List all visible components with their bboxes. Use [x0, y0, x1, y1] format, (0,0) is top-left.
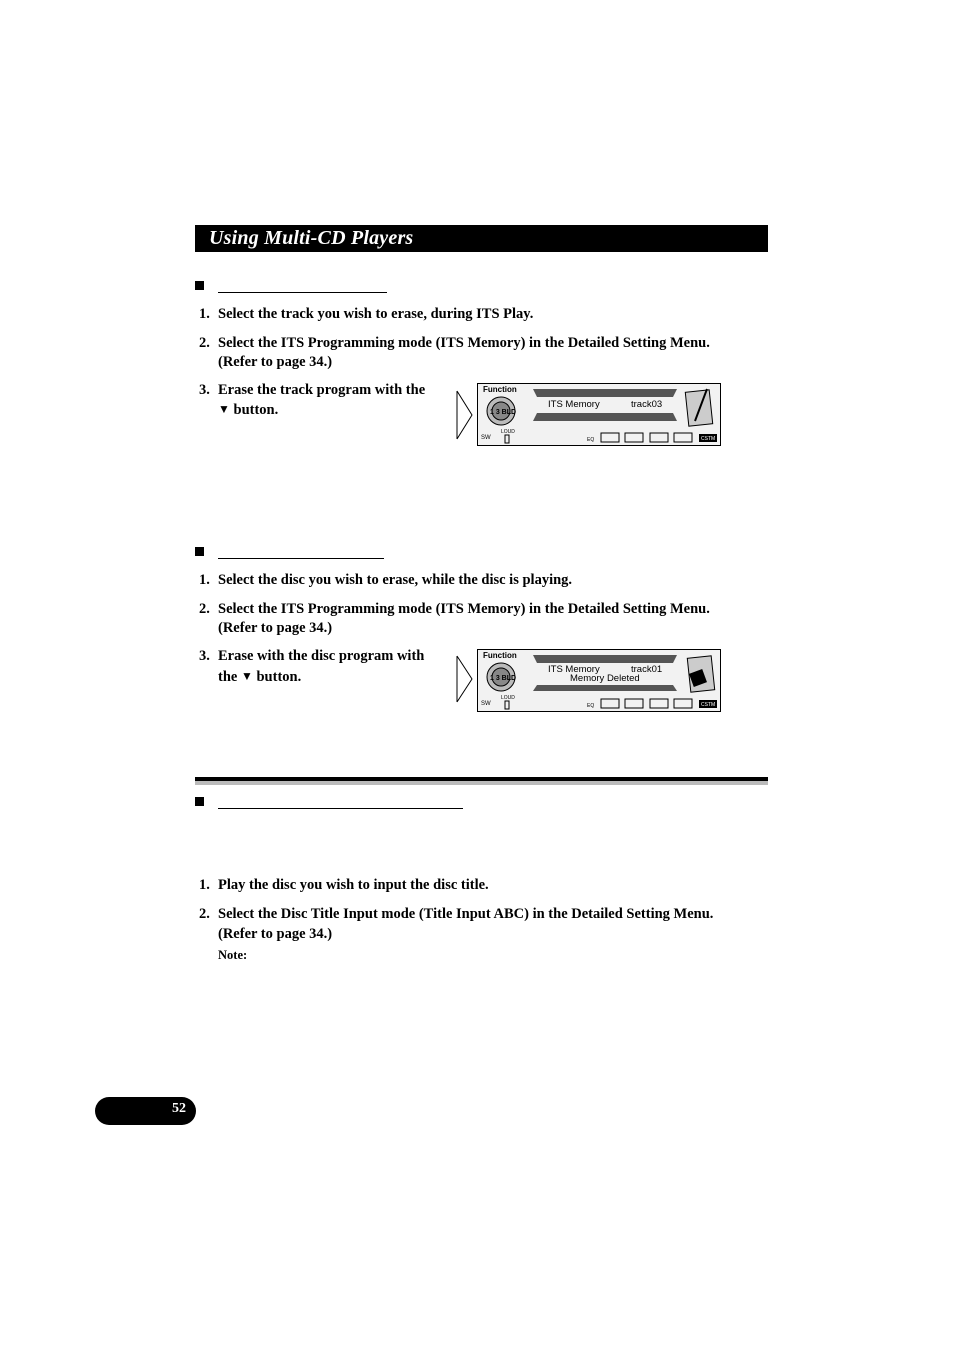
lcd-status-text: Memory Deleted [570, 673, 640, 684]
chevron-right-icon [456, 390, 474, 440]
svg-text:CSTM: CSTM [701, 702, 716, 708]
bullet-square-icon [195, 281, 204, 290]
svg-text:EQ: EQ [587, 703, 595, 709]
heading-underline [218, 558, 384, 559]
svg-text:LOUD: LOUD [501, 429, 515, 435]
lcd-track-text: track03 [631, 399, 663, 410]
svg-text:EQ: EQ [587, 437, 595, 443]
svg-text:1 3 BLD: 1 3 BLD [490, 409, 517, 416]
page-number: 52 [172, 1101, 186, 1116]
section-title: Using Multi-CD Players [209, 227, 414, 249]
svg-text:LOUD: LOUD [501, 695, 515, 701]
heading-underline [218, 808, 463, 809]
lcd-mode-text: ITS Memory [548, 664, 600, 675]
note-label: Note: [218, 948, 248, 962]
svg-text:SW: SW [481, 701, 491, 707]
page-number-tab [95, 1097, 196, 1125]
lcd-function-label: Function [483, 385, 517, 394]
heading-underline [218, 292, 387, 293]
lcd-display-1 [477, 383, 721, 446]
lcd-track-text: track01 [631, 664, 663, 675]
down-arrow-icon: ▼ [218, 402, 230, 416]
lcd-function-label: Function [483, 651, 517, 660]
svg-text:CSTM: CSTM [701, 436, 716, 442]
bullet-square-icon [195, 547, 204, 556]
down-arrow-icon: ▼ [240, 669, 253, 683]
lcd-display-2 [477, 649, 721, 712]
section-title-banner [195, 225, 768, 252]
bullet-square-icon [195, 797, 204, 806]
svg-text:1 3 BLD: 1 3 BLD [490, 675, 517, 682]
section-divider-shade [195, 781, 768, 785]
chevron-right-icon [456, 655, 474, 703]
svg-text:SW: SW [481, 435, 491, 441]
lcd-mode-text: ITS Memory [548, 399, 600, 410]
